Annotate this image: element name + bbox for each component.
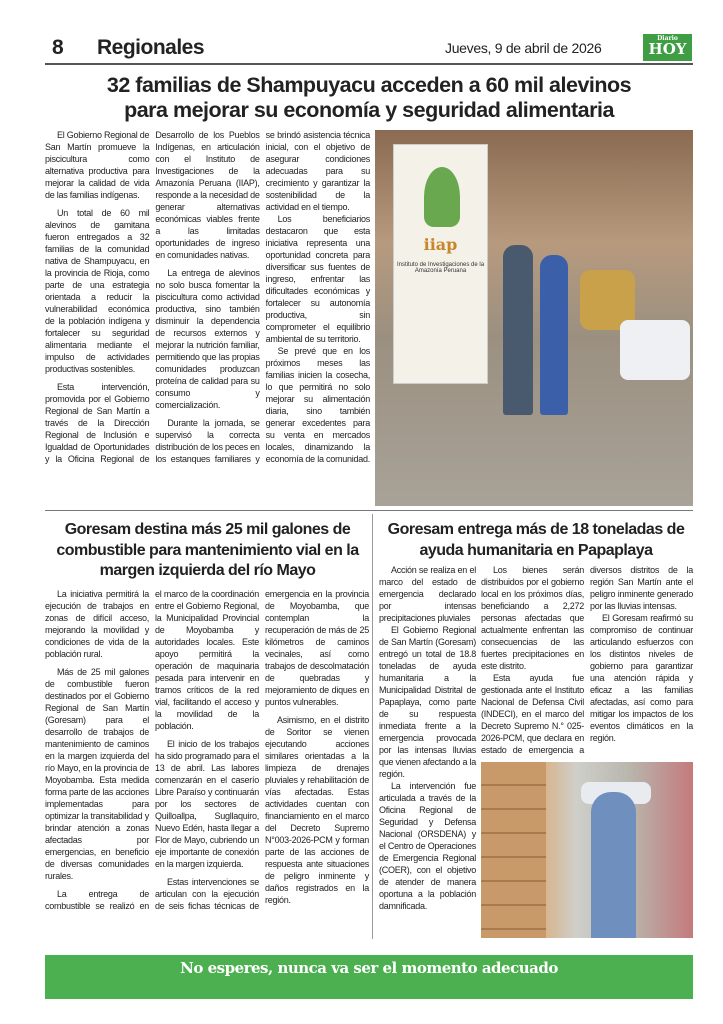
article2-paragraph: Asimismo, en el distrito de Soritor se vienen ejecutando acciones similares orientadas a la limpieza de drenajes pluviales y rehabilitación de vías afectadas. Estas actividades cuentan con financiamiento en el marco del Decreto Supremo N°003-2026-PCM y forman parte de las acciones de respuesta ante situaciones de peligro inminente y daños registrados en la región.: [265, 715, 369, 905]
boxes-stack: [481, 762, 546, 938]
article3-paragraph: Los bienes serán distribuidos por el gobierno local en los próximos días, beneficiando a 2,272 personas afectadas que actualmente enfrentan las consecuencias de las fuertes precipitaciones en este distrito.: [481, 565, 584, 671]
article2-paragraph: Más de 25 mil galones de combustible fueron destinados por el Gobierno Regional de San Martín (Goresam) para el desarrollo de trabajos de mantenimiento de caminos en la margen izquierda del río Mayo, en la provincia de Moyobamba. Esta medida forma parte de las acciones implementadas para optimizar la transitabilidad y brindar atención a zonas afectadas por emergencias, en beneficio de diversas comunidades rurales.: [45, 667, 149, 881]
person-figure: [591, 792, 636, 938]
article2-paragraph: Estas intervenciones se articulan con la ejecución de seis fichas técnicas de emergencia en la provincia de Moyobamba, que contemplan la recuperación de más de 25 kilómetros de caminos vecinales, así como trabajos de descolmatación de quebradas y mejoramiento de diques en puntos vulnerables.: [155, 589, 369, 911]
article2-headline: Goresam destina más 25 mil galones de combustible para mantenimiento vial en la margen izquierda del río Mayo: [56, 521, 359, 579]
article3-columns-2-3: [481, 564, 693, 756]
article1-paragraph: La entrega de alevinos no solo busca fomentar la piscicultura como actividad productiva, sino también disminuir la dependencia de recursos externos y mejorar la nutrición familiar, permitiendo que las propias comunidades produzcan proteína de calidad para su consumo y comercialización.: [155, 268, 260, 410]
article1-headline: 32 familias de Shampuyacu acceden a 60 mil alevinos para mejorar su economía y seguridad alimentaria: [106, 73, 632, 122]
article1-paragraph: El Gobierno Regional de San Martín promueve la piscicultura como alternativa productiva para mejorar la calidad de vida de las familias indígenas.: [45, 130, 150, 200]
article3-paragraph: La intervención fue articulada a través de la Oficina Regional de Seguridad y Defensa Nacional (ORSDENA) y el Centro de Operaciones de Emergencia Regional (COER), con el objetivo de atender de manera oportuna a la población damnificada.: [379, 781, 476, 911]
article3-paragraph: El Gobierno Regional de San Martín (Goresam) entregó un total de 18.8 toneladas de ayuda humanitaria a la Municipalidad Distrital de Papaplaya, como parte de su respuesta inmediata frente a la emergencia provocada por las intensas lluvias que vienen afectando a la región.: [379, 625, 476, 779]
logo-big-text: HOY: [648, 40, 687, 58]
article3-column-1: [379, 564, 476, 912]
fish-bags: [620, 320, 690, 380]
newspaper-logo: [643, 34, 692, 61]
column-divider: [372, 514, 373, 939]
iiap-leaf-logo: [424, 167, 460, 227]
article1-paragraph: Los beneficiarios destacaron que esta iniciativa representa una oportunidad concreta para diversificar sus fuentes de ingreso, enfrentar las dificultades económicas y fortalecer su autonomía productiva, sin comprometer el equilibrio ambiental de su territorio.: [265, 214, 370, 344]
article2-paragraph: El inicio de los trabajos ha sido programado para el 13 de abril. Las labores comenzarán en el caserío Libre Paraíso y continuarán por los sectores de Quilloallpa, Sugllaquiro, Nuevo Edén, hasta llegar a Flor de Mayo, cubriendo un eje importante de conexión en la margen izquierda.: [155, 739, 259, 869]
article1-paragraph: Se prevé que en los próximos meses las familias inicien la cosecha, lo que permitirá no solo mejorar su alimentación diaria, sino también generar excedentes para su venta en mercados locales, dinamizando la economía de la comunidad.: [265, 346, 370, 464]
article2-paragraph: La iniciativa permitirá la ejecución de trabajos en zonas de difícil acceso, mejorando la movilidad y condiciones de vida de la población rural.: [45, 589, 149, 659]
article1-paragraph: Esta intervención, promovida por el Gobierno Regional de San Martín a través de la Dirección Regional de Inclusión e Igualdad de Oportunidades y la Oficina Regional de Desarrollo de los Pueblos Indígenas, en articulación con el Instituto de Investigaciones de la Amazonía Peruana (IIAP), responde a la necesidad de generar alternativas económicas viables frente a las limitadas oportunidades de ingreso en comunidades nativas.: [45, 130, 260, 464]
article1-paragraph: Un total de 60 mil alevinos de gamitana fueron entregados a 32 familias de la comunidad nativa de Shampuyacu, en la provincia de Rioja, como parte de una estrategia orientada a reducir la vulnerabilidad económica de la población indígena y fortalecer su seguridad alimentaria mediante el impulso de actividades productivas sostenibles.: [45, 208, 150, 374]
article3-paragraph: Acción se realiza en el marco del estado de emergencia declarado por intensas precipitaciones pluviales: [379, 565, 476, 623]
person-figure: [540, 255, 568, 415]
article3-paragraph: Esta ayuda fue gestionada ante el Instituto Nacional de Defensa Civil (INDECI), en el marco del Decreto Supremo N.° 025-2026-PCM, que declara en estado de emergencia a diversos distritos de la región San Martín ante el peligro inminente generado por las lluvias intensas.: [481, 565, 693, 755]
article1-body: [45, 129, 370, 465]
article3-photo: [481, 762, 693, 938]
issue-date: Jueves, 9 de abril de 2026: [445, 40, 602, 56]
iiap-banner: iiap Instituto de Investigaciones de la Amazonía Peruana: [393, 144, 488, 384]
article2-body: [45, 588, 369, 912]
article1-paragraph: Durante la jornada, se supervisó la correcta distribución de los peces en los estanques familiares y se brindó asistencia técnica inicial, con el objetivo de asegurar condiciones adecuadas para su crecimiento y garantizar la sostenibilidad de la actividad en el tiempo.: [155, 130, 370, 464]
article3-headline: Goresam entrega más de 18 toneladas de ayuda humanitaria en Papaplaya: [387, 521, 685, 559]
person-figure: [503, 245, 533, 415]
article3-right-block: [481, 564, 693, 938]
logo-small-text: Diario: [657, 35, 678, 42]
page-number: 8: [52, 36, 64, 59]
article3-paragraph: El Goresam reafirmó su compromiso de continuar articulando esfuerzos con los distintos niveles de gobierno para garantizar una atención rápida y eficaz a las familias afectadas, así como para mitigar los impactos de los eventos climáticos en la región.: [590, 613, 693, 743]
article1-photo: [375, 130, 693, 506]
footer-slogan-banner: No esperes, nunca va ser el momento adecuado: [45, 955, 693, 999]
section-title: Regionales: [97, 36, 205, 59]
article2-paragraph: La entrega de combustible se realizó en el marco de la coordinación entre el Gobierno Regional, la Municipalidad Provincial de Moyobamba y autoridades locales. Este apoyo permitirá la operación de maquinaria pesada para intervenir en tramos críticos de la red vial, facilitando el acceso y la movilidad de la población.: [45, 589, 259, 911]
section-divider: [45, 510, 693, 511]
header-divider: [45, 63, 693, 65]
